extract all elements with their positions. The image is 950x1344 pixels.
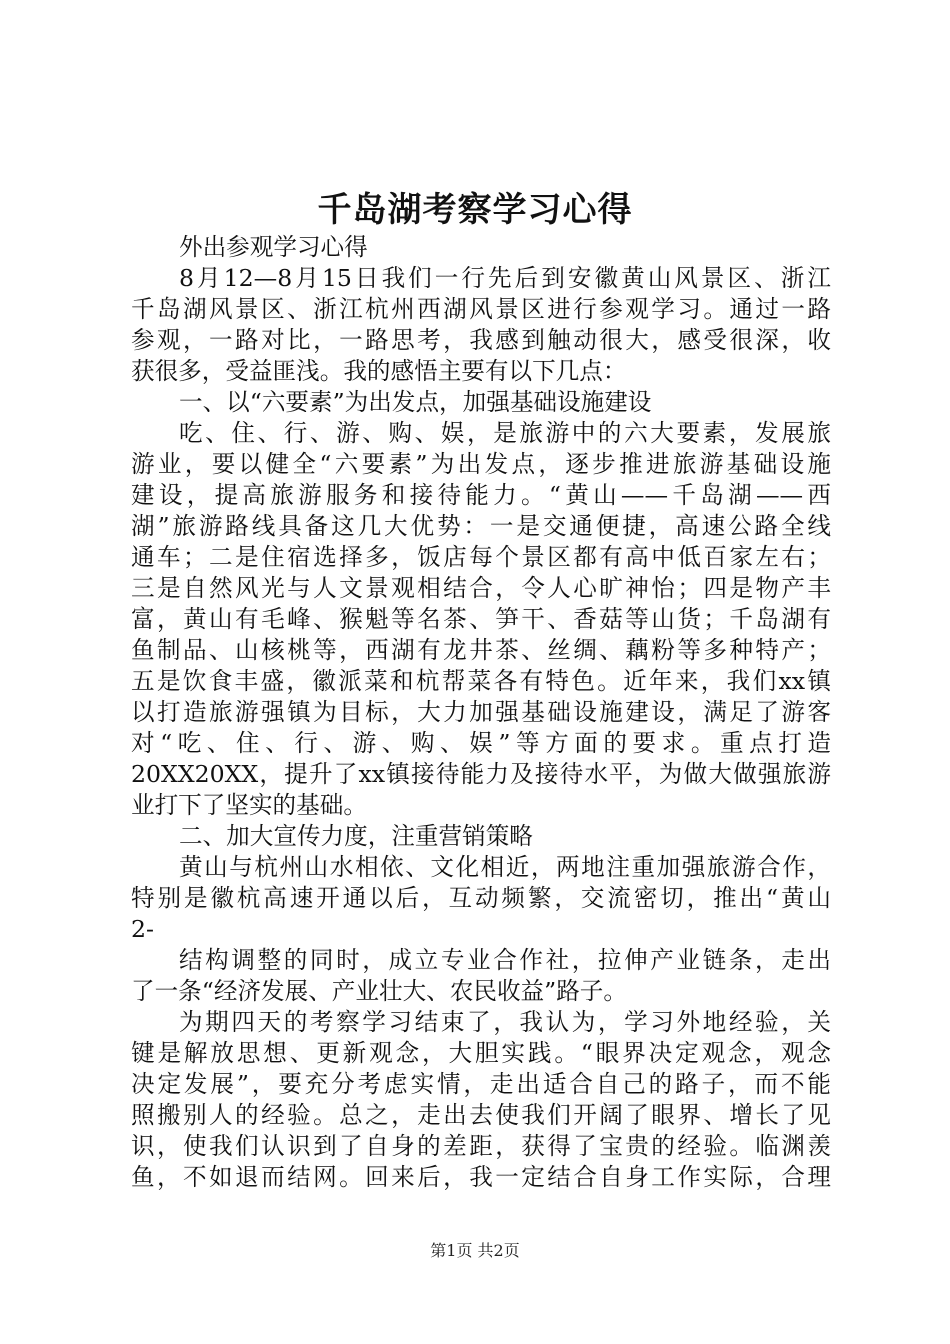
paragraph-line: 为期四天的考察学习结束了，我认为，学习外地经验，关 [179, 1008, 831, 1036]
paragraph-line: 通车；二是住宿选择多，饭店每个景区都有高中低百家左右； [131, 543, 831, 571]
paragraph-line: 了一条“经济发展、产业壮大、农民收益”路子。 [131, 977, 627, 1005]
paragraph-line: 三是自然风光与人文景观相结合，令人心旷神怡；四是物产丰 [131, 574, 831, 602]
paragraph-line: 鱼，不如退而结网。回来后，我一定结合自身工作实际，合理 [131, 1163, 831, 1191]
paragraph-line: 20XX20XX，提升了xx镇接待能力及接待水平，为做大做强旅游 [131, 760, 831, 788]
paragraph-line: 业打下了坚实的基础。 [131, 791, 367, 819]
section-heading: 二、加大宣传力度，注重营销策略 [179, 822, 533, 850]
paragraph-line: 参观，一路对比，一路思考，我感到触动很大，感受很深，收 [131, 326, 831, 354]
paragraph-line: 结构调整的同时，成立专业合作社，拉伸产业链条，走出 [179, 946, 831, 974]
document-body [131, 232, 831, 1193]
paragraph-line: 键是解放思想、更新观念，大胆实践。“眼界决定观念，观念 [131, 1039, 831, 1067]
paragraph-line: 鱼制品、山核桃等，西湖有龙井茶、丝绸、藕粉等多种特产； [131, 636, 831, 664]
paragraph-line: 获很多，受益匪浅。我的感悟主要有以下几点： [131, 357, 627, 385]
paragraph-line: 游业，要以健全“六要素”为出发点，逐步推进旅游基础设施 [131, 450, 831, 478]
paragraph-line: 对“吃、住、行、游、购、娱”等方面的要求。重点打造 [131, 729, 831, 757]
section-heading: 一、以“六要素”为出发点，加强基础设施建设 [179, 388, 652, 416]
paragraph-line: 五是饮食丰盛，徽派菜和杭帮菜各有特色。近年来，我们xx镇 [131, 667, 831, 695]
document-title: 千岛湖考察学习心得 [317, 190, 633, 230]
paragraph-line: 吃、住、行、游、购、娱，是旅游中的六大要素，发展旅 [179, 419, 831, 447]
paragraph-line: 外出参观学习心得 [179, 233, 368, 261]
paragraph-line: 富，黄山有毛峰、猴魁等名茶、笋干、香菇等山货；千岛湖有 [131, 605, 831, 633]
paragraph-line: 2- [131, 915, 154, 943]
paragraph-line: 建设，提高旅游服务和接待能力。“黄山——千岛湖——西 [131, 481, 831, 509]
paragraph-line: 识，使我们认识到了自身的差距，获得了宝贵的经验。临渊羡 [131, 1132, 831, 1160]
paragraph-line: 以打造旅游强镇为目标，大力加强基础设施建设，满足了游客 [131, 698, 831, 726]
paragraph-line: 特别是徽杭高速开通以后，互动频繁，交流密切，推出“黄山 [131, 884, 831, 912]
page-number-footer: 第1页 共2页 [430, 1241, 520, 1260]
paragraph-line: 湖”旅游路线具备这几大优势：一是交通便捷，高速公路全线 [131, 512, 831, 540]
paragraph-line: 照搬别人的经验。总之，走出去使我们开阔了眼界、增长了见 [131, 1101, 831, 1129]
paragraph-line: 决定发展”，要充分考虑实情，走出适合自己的路子，而不能 [131, 1070, 831, 1098]
paragraph-line: 8月12—8月15日我们一行先后到安徽黄山风景区、浙江 [179, 264, 831, 292]
paragraph-line: 黄山与杭州山水相依、文化相近，两地注重加强旅游合作， [179, 853, 831, 881]
paragraph-line: 千岛湖风景区、浙江杭州西湖风景区进行参观学习。通过一路 [131, 295, 831, 323]
